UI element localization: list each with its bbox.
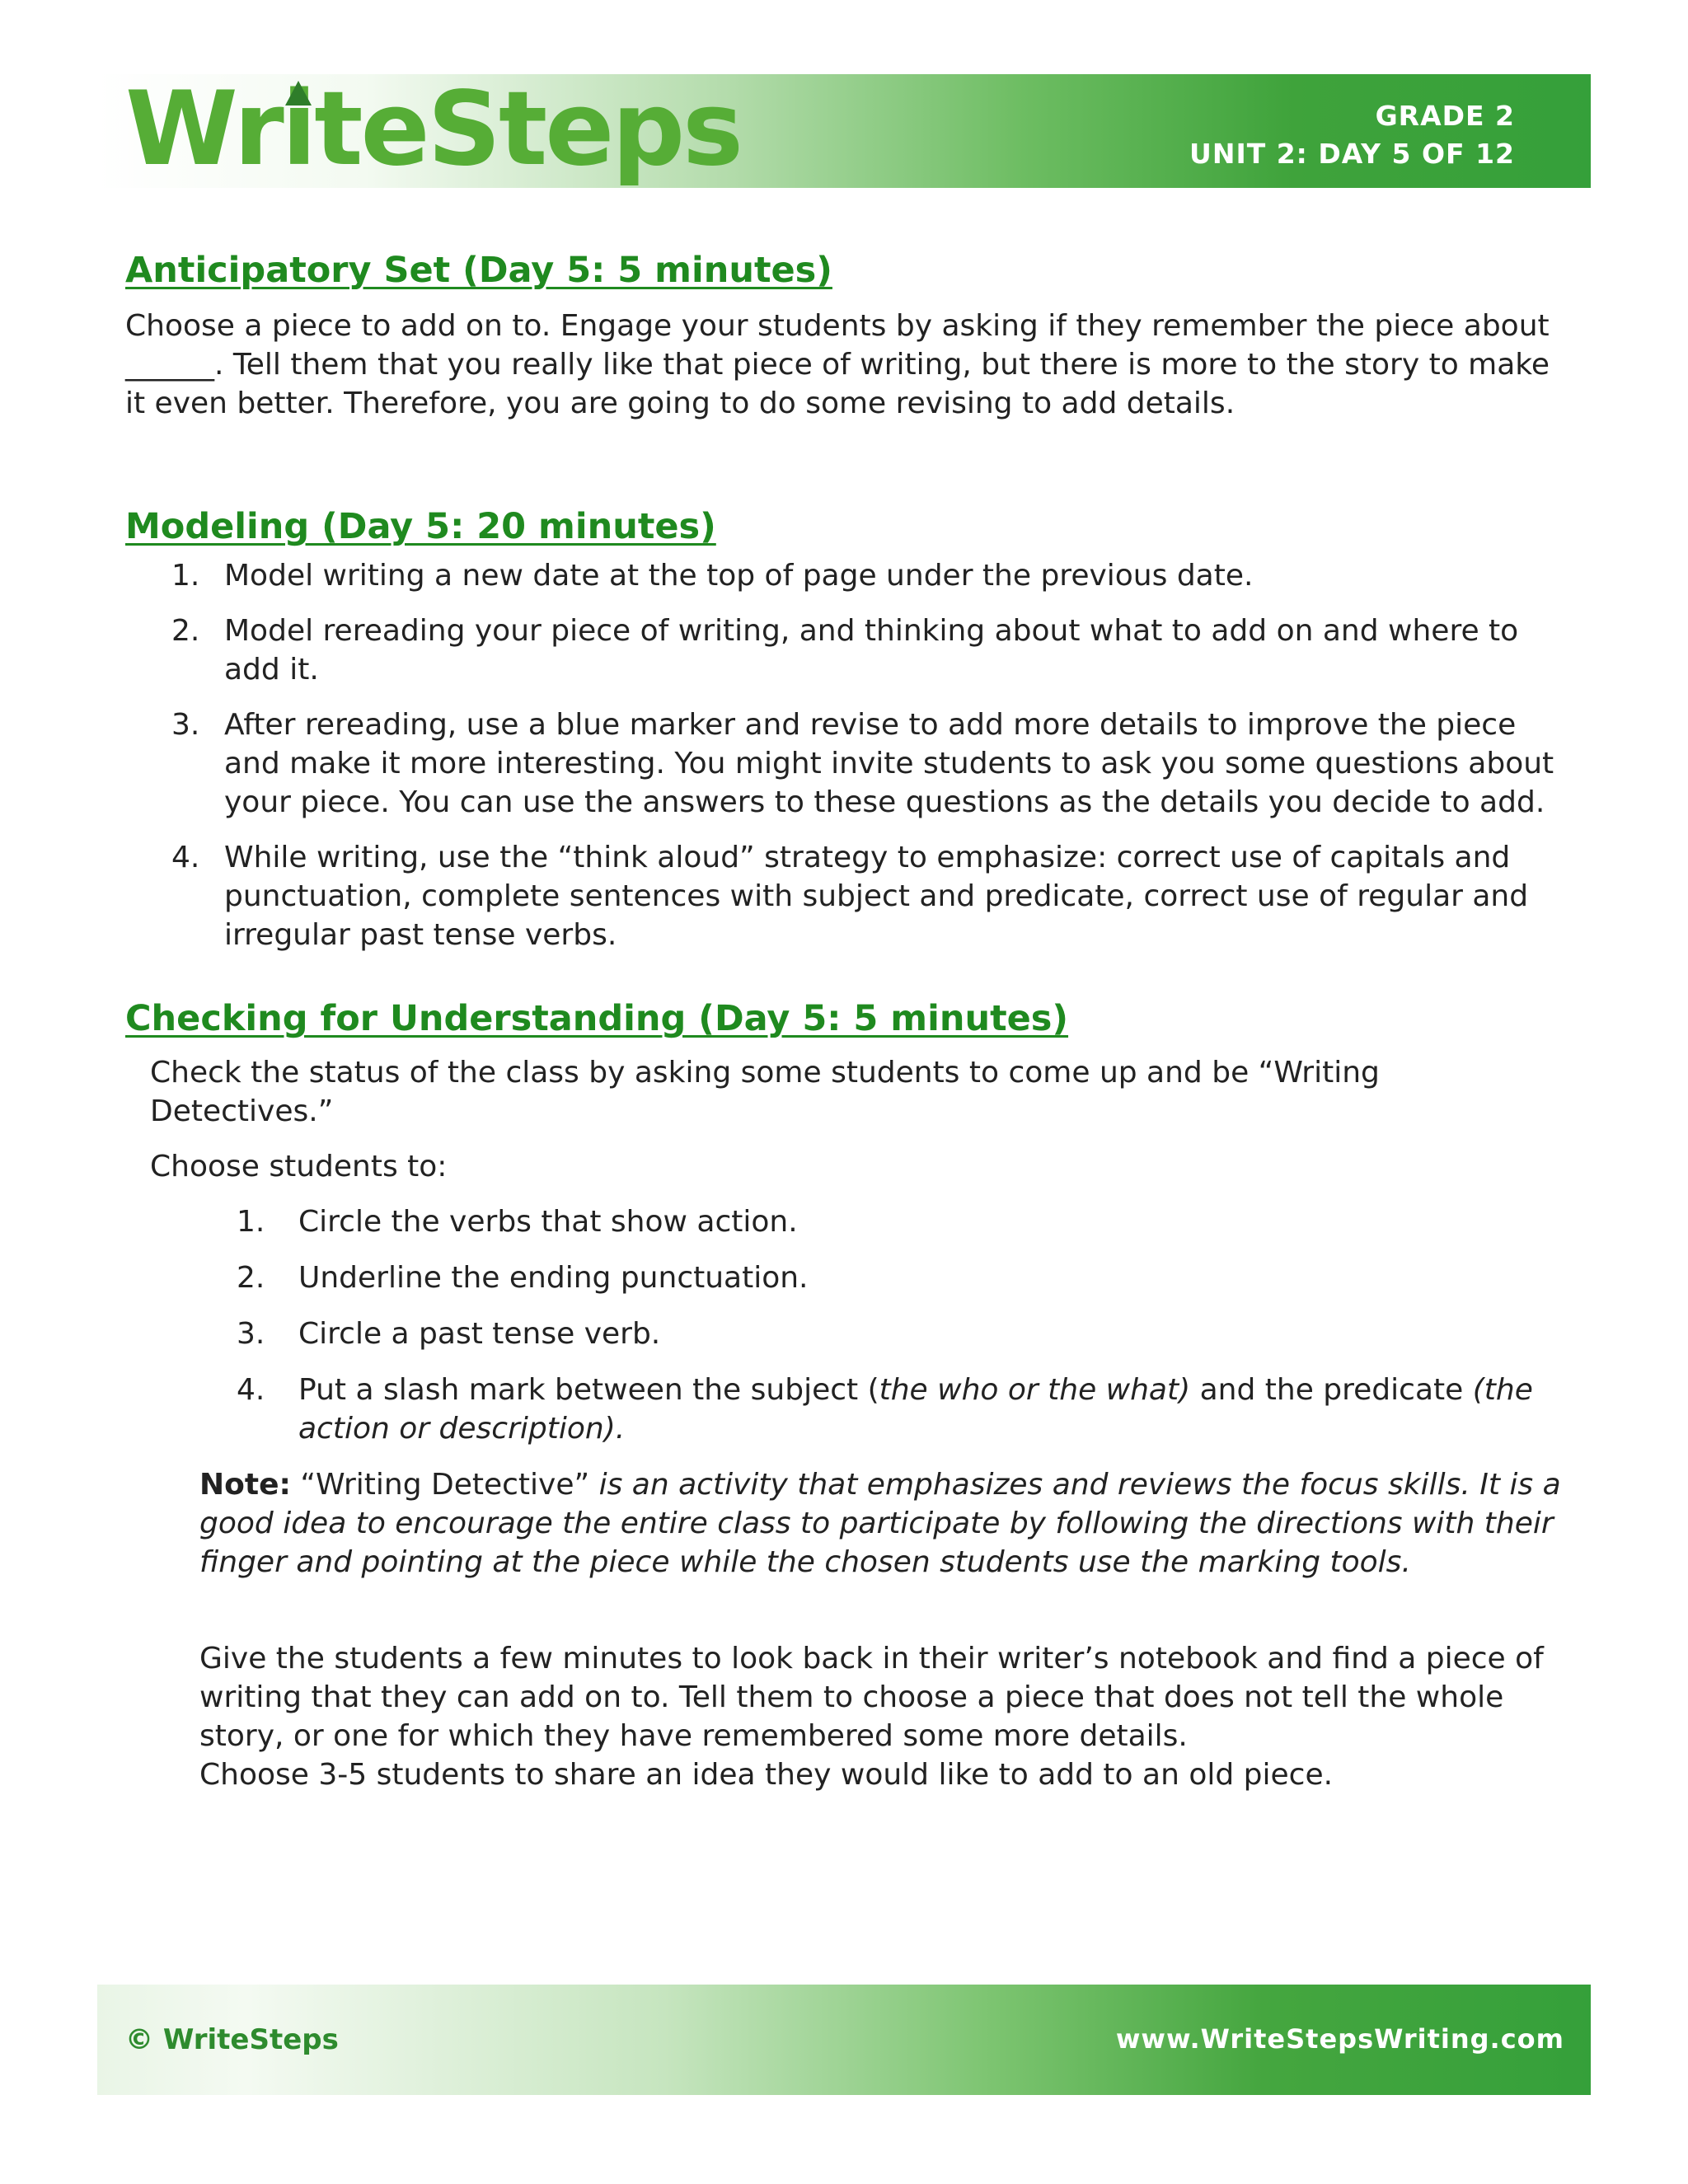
anticipatory-set-section <box>125 247 1568 423</box>
modeling-steps-list <box>125 556 1568 954</box>
note-quote: “Writing Detective” <box>290 1468 590 1502</box>
closing-text-1: Give the students a few minutes to look back in their writer’s notebook and find a piece of writing that they can add on to. Tell them to choose a piece that does not tell the whole story, or one for which they have remembered some more details. <box>199 1642 1544 1753</box>
list-number: 4. <box>237 1373 265 1407</box>
list-item <box>125 838 1568 954</box>
list-item-text: Underline the ending punctuation. <box>298 1261 809 1295</box>
list-item <box>125 556 1568 595</box>
list-item <box>125 1371 1568 1448</box>
list-item-text: Circle the verbs that show action. <box>298 1205 798 1239</box>
anticipatory-set-body: Choose a piece to add on to. Engage your students by asking if they remember the piece about ______. Tell them that you really like that piece of writing, but there is more to the story to make it even better. Therefore, you are going to do some revising to add details. <box>125 309 1550 420</box>
choose-students-label: Choose students to: <box>150 1150 448 1183</box>
list-number: 1. <box>237 1205 265 1239</box>
footer-website-link[interactable]: www.WriteStepsWriting.com <box>1115 2023 1564 2055</box>
closing-text-2: Choose 3-5 students to share an idea they would like to add to an old piece. <box>199 1758 1334 1792</box>
logo-text-pencil: i <box>281 70 315 189</box>
list-item-text-a: Put a slash mark between the subject ( <box>298 1373 879 1407</box>
list-number: 3. <box>237 1317 265 1351</box>
grade-label: GRADE 2 <box>1375 100 1515 132</box>
logo-pencil-letter <box>281 70 315 189</box>
list-number: 3. <box>171 708 200 742</box>
list-item <box>125 705 1568 822</box>
note-label: Note: <box>199 1468 291 1502</box>
list-item-text: Model writing a new date at the top of page under the previous date. <box>224 559 1254 593</box>
detective-tasks-list <box>125 1202 1568 1448</box>
list-number: 2. <box>237 1261 265 1295</box>
list-number: 1. <box>171 559 200 593</box>
list-item <box>125 1315 1568 1353</box>
logo-text-right: teSteps <box>314 70 741 189</box>
list-item-text-d: (the action or description). <box>298 1373 1533 1446</box>
anticipatory-set-heading: Anticipatory Set (Day 5: 5 minutes) <box>125 250 832 291</box>
list-item-text-c: and the predicate <box>1190 1373 1473 1407</box>
lesson-content <box>125 247 1568 1794</box>
list-item-text: After rereading, use a blue marker and revise to add more details to improve the piece and make it more interesting. You might invite students to ask you some questions about your piece. You can use the answers to these questions as the details you decide to add. <box>224 708 1554 819</box>
list-number: 4. <box>171 841 200 874</box>
list-item-text: Circle a past tense verb. <box>298 1317 661 1351</box>
modeling-section <box>125 504 1568 954</box>
grade-info <box>1189 97 1515 173</box>
list-item-text-b: the who or the what) <box>879 1373 1191 1407</box>
footer-copyright: © WriteSteps <box>125 2023 339 2056</box>
list-item-text: While writing, use the “think aloud” strategy to emphasize: correct use of capitals and punctuation, complete sentences with subject and predicate, correct use of regular and irregular past tense verbs. <box>224 841 1529 952</box>
writesteps-logo <box>125 70 741 189</box>
modeling-heading: Modeling (Day 5: 20 minutes) <box>125 506 716 547</box>
checking-section <box>125 996 1568 1794</box>
list-number: 2. <box>171 614 200 648</box>
checking-heading: Checking for Understanding (Day 5: 5 minutes) <box>125 998 1069 1039</box>
list-item <box>125 1258 1568 1297</box>
list-item <box>125 612 1568 689</box>
checking-intro: Check the status of the class by asking some students to come up and be “Writing Detectives.” <box>150 1056 1380 1128</box>
note-text: is an activity that emphasizes and reviews the focus skills. It is a good idea to encourage the entire class to participate by following the directions with their finger and pointing at the piece while the chosen students use the marking tools. <box>199 1468 1561 1579</box>
note-paragraph <box>199 1465 1568 1582</box>
pencil-icon <box>285 81 312 105</box>
list-item <box>125 1202 1568 1241</box>
closing-paragraph <box>199 1639 1568 1794</box>
list-item-text: Model rereading your piece of writing, and thinking about what to add on and where to add it. <box>224 614 1519 687</box>
unit-day-label: UNIT 2: DAY 5 OF 12 <box>1189 138 1515 170</box>
logo-text-left: Wr <box>125 70 282 189</box>
